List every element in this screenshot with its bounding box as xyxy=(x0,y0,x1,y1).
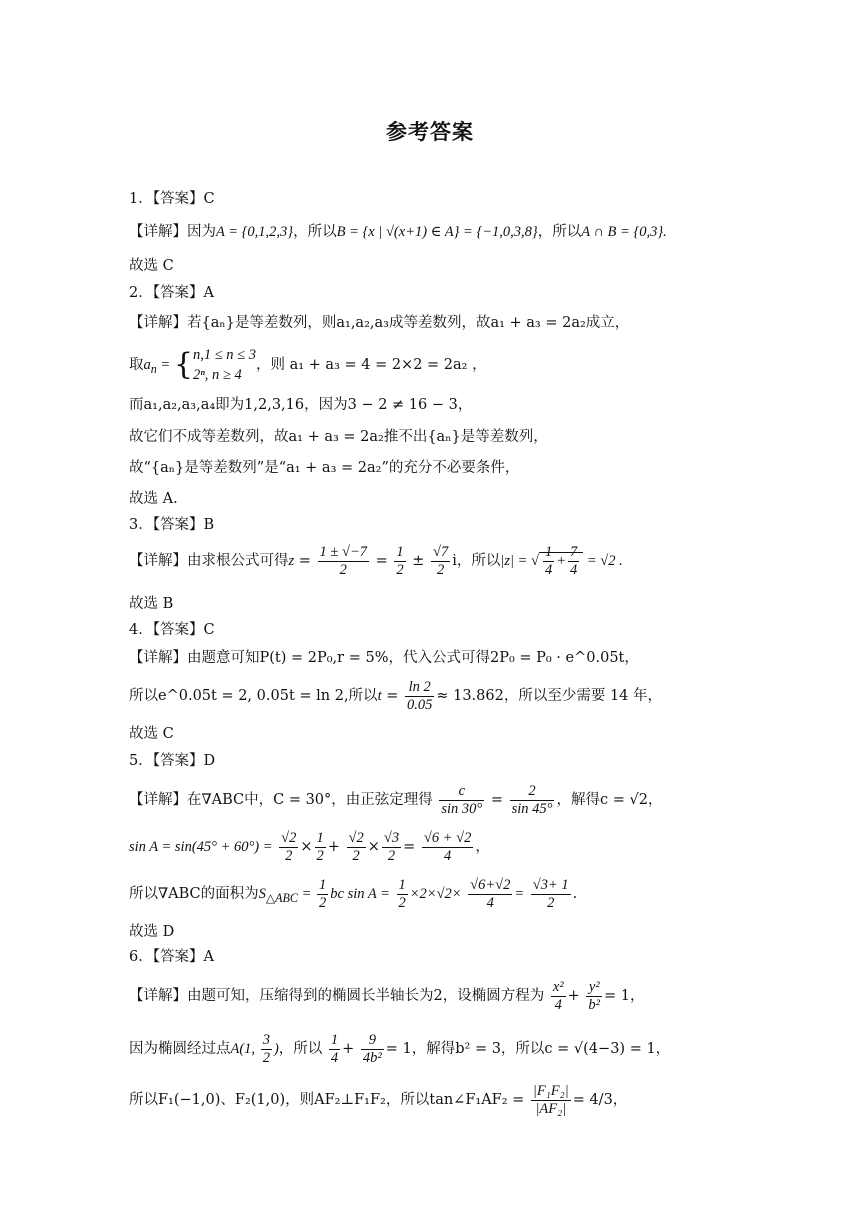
q1-mid1: ，所以 xyxy=(293,224,337,240)
q6-header: 6．【答案】A xyxy=(129,949,214,965)
q3-choose: 故选 B xyxy=(129,596,174,612)
q5-line3: 所以∇ABC的面积为$S_{\triangle ABC}$ = $\frac{1}{2}$ bc sin A = $\frac{1}{2}$ ×2×√2× $\frac{√6+√2}{4}$ = $\frac{√3+ 1}{2}$ . xyxy=(129,876,578,911)
q2-line2: 取$a_n$ = { n,1 ≤ n ≤ 3 2ⁿ, n ≥ 4 ，则 a₁ + a₃ = 4 = 2×2 = 2a₂ ， xyxy=(129,347,487,383)
q6-line3: 所以F₁(−1,0)、F₂(1,0)，则AF₂⊥F₁F₂，所以tan∠F₁AF₂ = $\frac{\text{|F₁F₂|}}{\text{|AF₂|}}$ = 4/3， xyxy=(129,1082,628,1117)
q5-line2: sin A = sin(45° + 60°) = $\frac{√2}{2}$ × $\frac{1}{2}$ + $\frac{√2}{2}$ × $\frac{√3}{2}$ = $\frac{√6 + √2}{4}$ ， xyxy=(129,829,490,864)
q6-line2: 因为椭圆经过点A(1, $\frac{3}{2}$ )，所以 $\frac{1}{4}$ + $\frac{9}{\text{4b²}}$ = 1，解得b² = 3，所以c = √(4−3) = 1， xyxy=(129,1031,671,1066)
q1-header: 1．【答案】C xyxy=(129,191,215,207)
q1-result: A ∩ B = {0,3}. xyxy=(581,224,667,240)
q2-line2-tail: ，则 a₁ + a₃ = 4 = 2×2 = 2a₂ ， xyxy=(255,357,487,373)
q6-line1: 【详解】由题可知，压缩得到的椭圆长半轴长为2，设椭圆方程为 $\frac{\text{x²}}{4}$ + $\frac{\text{y²}}{\text{b²}}$ = 1， xyxy=(129,978,645,1013)
page-title: 参考答案 xyxy=(386,120,474,144)
q1-set-a: A = {0,1,2,3} xyxy=(216,224,294,240)
q4-line2: 所以e^0.05t = 2, 0.05t = ln 2,所以t = $\frac{\ln 2}{0.05}$ ≈ 13.862，所以至少需要 14 年， xyxy=(129,678,663,713)
q5-header: 5．【答案】D xyxy=(129,753,216,769)
q2-choose: 故选 A. xyxy=(129,491,178,507)
q2-cases: n,1 ≤ n ≤ 3 2ⁿ, n ≥ 4 xyxy=(192,347,256,383)
q2-take: 取 xyxy=(129,357,144,373)
q3-header: 3．【答案】B xyxy=(129,517,215,533)
q4-line1: 【详解】由题意可知P(t) = 2P₀,r = 5%，代入公式可得2P₀ = P₀ · e^0.05t， xyxy=(129,650,639,666)
q5-line1: 【详解】在∇ABC中，C = 30°，由正弦定理得 $\frac{c}{\sin 30^\circ}$ = $\frac{2}{\sin 45^\circ}$ ，解得c = √2， xyxy=(129,782,663,817)
q1-detail-prefix: 【详解】因为 xyxy=(129,224,216,240)
q2-line5: 故“{aₙ}是等差数列”是“a₁ + a₃ = 2a₂”的充分不必要条件， xyxy=(129,460,520,476)
q2-line4: 故它们不成等差数列，故a₁ + a₃ = 2a₂推不出{aₙ}是等差数列， xyxy=(129,429,548,445)
q2-header: 2．【答案】A xyxy=(129,285,214,301)
q5-choose: 故选 D xyxy=(129,924,175,940)
q2-line1: 【详解】若{aₙ}是等差数列，则a₁,a₂,a₃成等差数列，故a₁ + a₃ = 2a₂成立， xyxy=(129,315,630,331)
q2-line3: 而a₁,a₂,a₃,a₄即为1,2,3,16，因为3 − 2 ≠ 16 − 3， xyxy=(129,397,473,413)
q3-detail: 【详解】由求根公式可得z = $\frac{1 \pm √-7}{2}$ = $\frac{1}{2}$ ± $\frac{√7}{2}$ i，所以|z| = √ $\frac{1}{4}$ + $\frac{7}{4}$ = √2 . xyxy=(129,543,623,579)
q1-set-b: B = {x | √(x+1) ∈ A} = {−1,0,3,8} xyxy=(336,224,538,240)
q1-choose: 故选 C xyxy=(129,258,174,274)
q1-mid2: ，所以 xyxy=(537,224,582,240)
q4-header: 4．【答案】C xyxy=(129,622,215,638)
q1-detail xyxy=(129,222,667,242)
q4-choose: 故选 C xyxy=(129,726,174,742)
